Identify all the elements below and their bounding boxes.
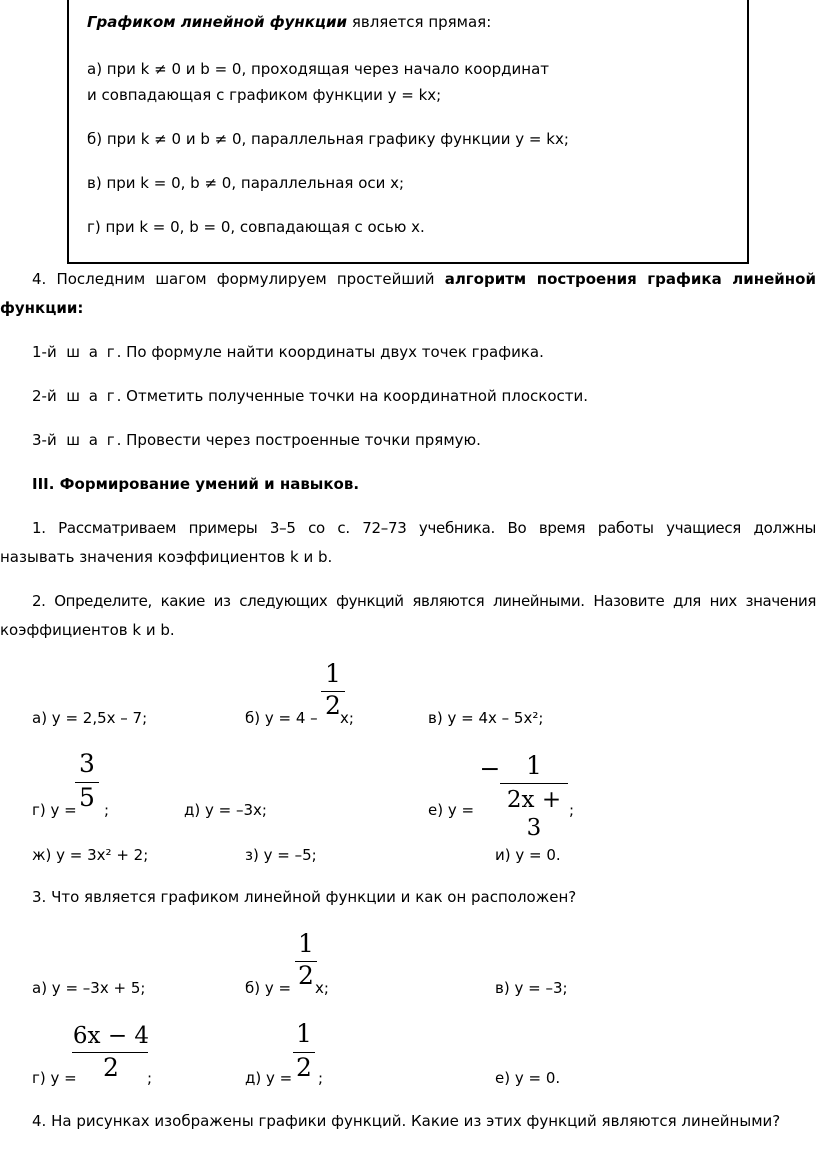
task2-g-prefix: г) y = [32, 801, 77, 819]
task3-question: 3. Что является графиком линейной функции и как он расположен? [32, 888, 577, 906]
step4-line1 [0, 269, 816, 289]
task1-line1: 1. Рассматриваем примеры 3–5 со с. 72–73 учебника. Во время работы учащиеся должны [32, 519, 816, 537]
task2-v: в) y = 4x – 5x²; [428, 709, 544, 727]
task2-zh: ж) y = 3x² + 2; [32, 846, 149, 864]
task2-line1: 2. Определите, какие из следующих функций являются линейными. Назовите для них значения [32, 592, 816, 610]
step-number: 2-й [32, 387, 57, 405]
case-a-line2: и совпадающая с графиком функции y = kx; [87, 86, 442, 104]
task2-e-fraction-bar [500, 783, 568, 784]
section-heading: III. Формирование умений и навыков. [32, 475, 360, 493]
task3-b-numerator: 1 [298, 929, 314, 958]
algorithm-step-1 [32, 342, 544, 362]
task2-e-minus: − [479, 754, 501, 783]
step-text: . Отметить полученные точки на координатной плоскости. [116, 387, 589, 405]
task2-e-numerator: 1 [526, 751, 542, 780]
algorithm-step-3 [32, 430, 481, 450]
step-number: 1-й [32, 343, 57, 361]
task2-e-suffix: ; [569, 801, 575, 819]
task2-b-suffix: x; [340, 709, 354, 727]
task3-b-denominator: 2 [298, 961, 314, 990]
task2-g-suffix: ; [104, 801, 110, 819]
task3-a: а) y = –3x + 5; [32, 979, 146, 997]
step-word: ш а г [66, 343, 117, 361]
task3-g-prefix: г) y = [32, 1069, 77, 1087]
step4-bold1: алгоритм построения графика линейной [444, 270, 816, 288]
task2-line2: коэффициентов k и b. [0, 621, 175, 639]
step4-bold2: функции: [0, 299, 84, 317]
task3-g-numerator: 6x − 4 [72, 1023, 150, 1049]
task2-i: и) y = 0. [495, 846, 561, 864]
task3-d-denominator: 2 [296, 1053, 312, 1082]
task2-g-numerator: 3 [79, 749, 95, 778]
step-word: ш а г [66, 387, 117, 405]
step-number: 3-й [32, 431, 57, 449]
task2-a: а) y = 2,5x – 7; [32, 709, 148, 727]
definition-term: Графиком линейной функции [87, 13, 348, 31]
task3-e: е) y = 0. [495, 1069, 561, 1087]
case-g: г) при k = 0, b = 0, совпадающая с осью x. [87, 218, 425, 236]
step4-line2 [0, 298, 83, 318]
task2-e-denominator: 2x + 3 [506, 787, 562, 841]
task4-question: 4. На рисунках изображены графики функций. Какие из этих функций являются линейными? [32, 1112, 781, 1130]
task3-b-suffix: x; [315, 979, 329, 997]
task2-b-prefix: б) y = 4 – [245, 709, 318, 727]
step-text: . По формуле найти координаты двух точек графика. [116, 343, 544, 361]
task3-d-numerator: 1 [296, 1019, 312, 1048]
case-a-line1: а) при k ≠ 0 и b = 0, проходящая через начало координат [87, 60, 550, 78]
definition-intro [87, 12, 491, 32]
definition-intro-rest: является прямая: [347, 13, 492, 31]
task3-g-denominator: 2 [103, 1053, 119, 1082]
case-b: б) при k ≠ 0 и b ≠ 0, параллельная графику функции y = kx; [87, 130, 569, 148]
step-text: . Провести через построенные точки прямую. [116, 431, 481, 449]
task3-v: в) y = –3; [495, 979, 568, 997]
task3-b-prefix: б) y = [245, 979, 292, 997]
step-word: ш а г [66, 431, 117, 449]
task2-d: д) y = –3x; [184, 801, 267, 819]
task2-z: з) y = –5; [245, 846, 317, 864]
algorithm-step-2 [32, 386, 588, 406]
task3-g-suffix: ; [147, 1069, 153, 1087]
step4-lead: 4. Последним шагом формулируем простейший [32, 270, 445, 288]
task2-e-prefix: е) y = [428, 801, 475, 819]
task2-g-denominator: 5 [79, 783, 95, 812]
task3-d-prefix: д) y = [245, 1069, 293, 1087]
task1-line2: называть значения коэффициентов k и b. [0, 548, 333, 566]
task3-d-suffix: ; [318, 1069, 324, 1087]
case-v: в) при k = 0, b ≠ 0, параллельная оси x; [87, 174, 405, 192]
task2-b-denominator: 2 [325, 691, 341, 720]
task2-b-numerator: 1 [325, 659, 341, 688]
